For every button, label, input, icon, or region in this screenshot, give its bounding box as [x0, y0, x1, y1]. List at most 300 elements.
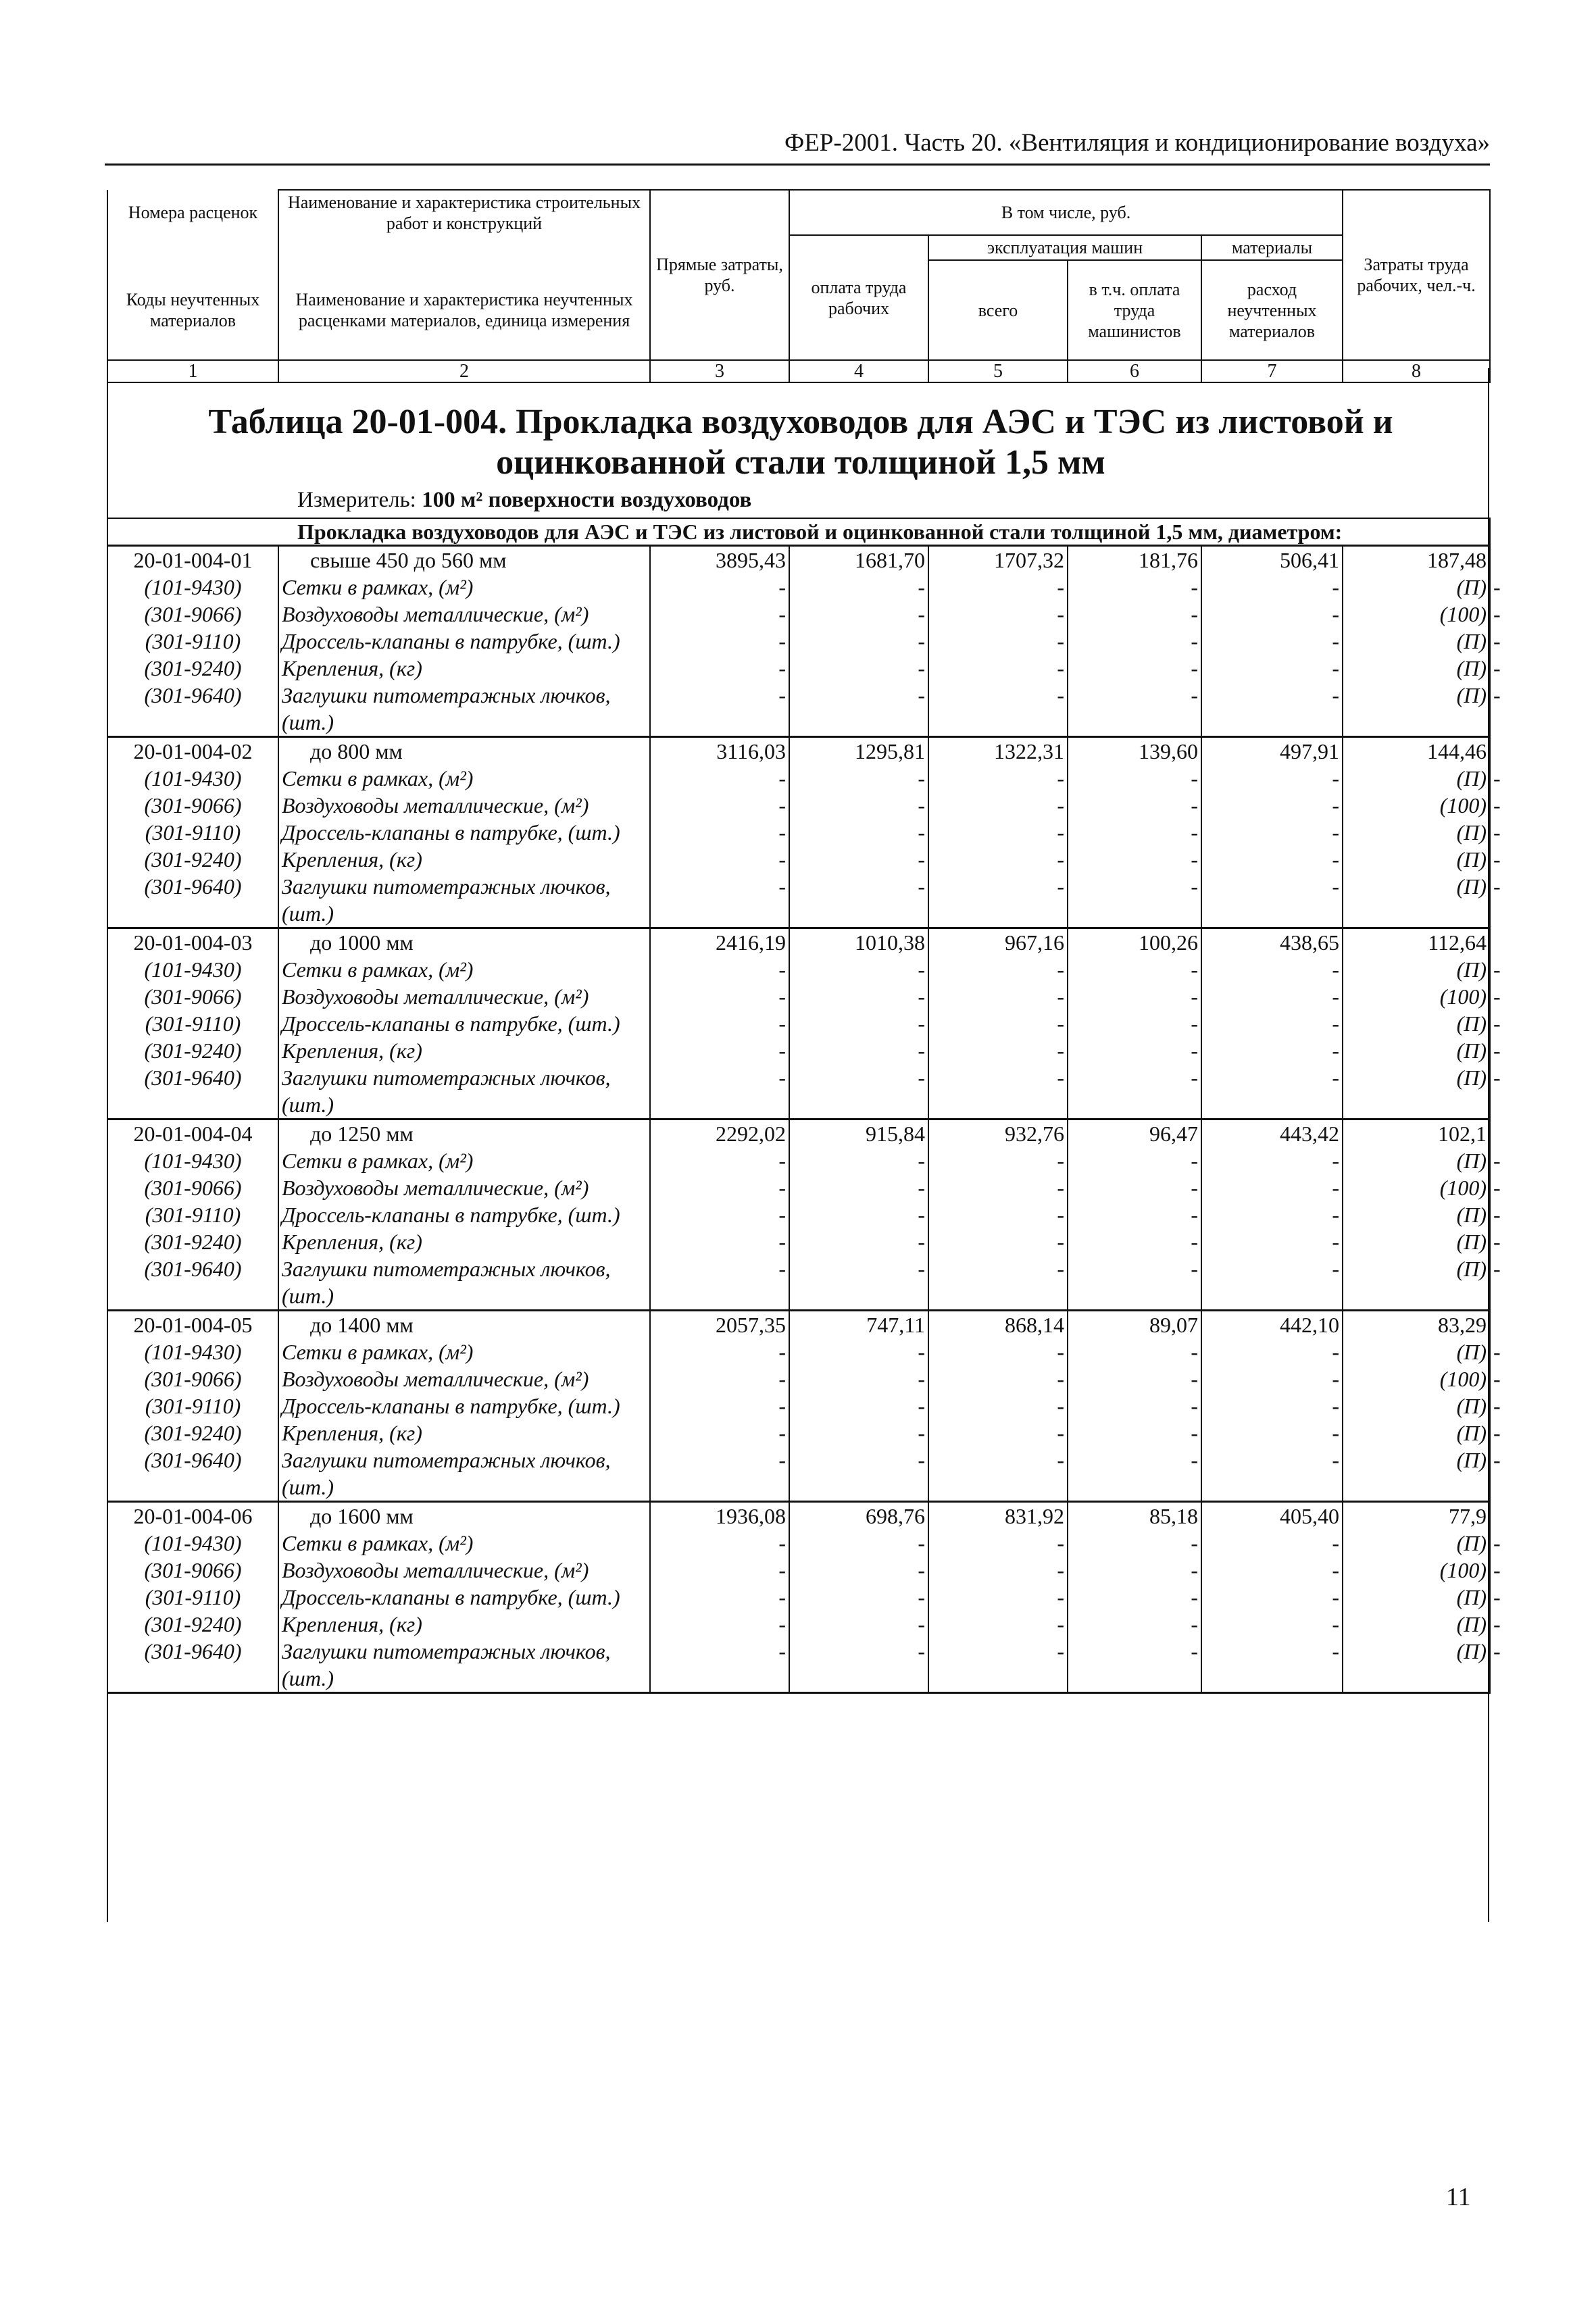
rate-materials: 405,40 — [1201, 1502, 1343, 1530]
material-code: (301-9240) — [107, 655, 278, 682]
material-code: (301-9066) — [107, 792, 278, 819]
empty-dash: - — [650, 1338, 789, 1365]
rate-name: до 1000 мм — [278, 928, 650, 957]
material-code: (301-9110) — [107, 819, 278, 846]
material-row: (301-9640) Заглушки питометражных лючков, (шт.) - - - - - (П) - — [107, 1638, 1490, 1693]
material-code: (301-9110) — [107, 628, 278, 655]
empty-dash: - — [650, 1447, 789, 1502]
empty-dash: - — [789, 682, 928, 737]
empty-dash: - — [789, 1255, 928, 1311]
empty-dash: - — [1068, 1037, 1201, 1064]
material-code: (301-9640) — [107, 1255, 278, 1311]
empty-dash: - — [928, 1174, 1068, 1201]
empty-dash: - — [928, 1147, 1068, 1174]
empty-dash: - — [1201, 1584, 1343, 1611]
empty-dash: - — [650, 1611, 789, 1638]
rate-hours: 83,29 — [1343, 1311, 1490, 1339]
empty-dash: - — [650, 1530, 789, 1557]
empty-dash: - — [1201, 956, 1343, 983]
empty-dash: - — [928, 765, 1068, 792]
material-row: (101-9430) Сетки в рамках, (м²) - - - - - (П) - — [107, 765, 1490, 792]
material-row: (301-9640) Заглушки питометражных лючков, (шт.) - - - - - (П) - — [107, 873, 1490, 928]
rate-hours: 77,9 — [1343, 1502, 1490, 1530]
empty-dash: - — [1201, 1419, 1343, 1447]
empty-dash: - — [1068, 1611, 1201, 1638]
empty-dash: - — [650, 792, 789, 819]
column-number: 6 — [1068, 360, 1201, 382]
header-machine-operation: эксплуатация машин — [928, 235, 1201, 260]
empty-dash: - — [928, 1010, 1068, 1037]
rate-hours: 187,48 — [1343, 546, 1490, 574]
material-quantity: (100) — [1343, 1365, 1490, 1392]
rate-machine-labor: 89,07 — [1068, 1311, 1201, 1339]
material-name: Дроссель-клапаны в патрубке, (шт.) — [278, 1201, 650, 1228]
rate-name: до 1600 мм — [278, 1502, 650, 1530]
rate-direct: 2416,19 — [650, 928, 789, 957]
rate-name: до 800 мм — [278, 737, 650, 765]
material-row: (301-9066) Воздуховоды металлические, (м²) - - - - - (100) - — [107, 983, 1490, 1010]
header-machine-total: всего — [928, 260, 1068, 360]
empty-dash: - — [1068, 1147, 1201, 1174]
empty-dash: - — [928, 601, 1068, 628]
empty-dash: - — [789, 1638, 928, 1693]
rate-machine: 967,16 — [928, 928, 1068, 957]
rate-direct: 2292,02 — [650, 1120, 789, 1148]
column-number: 3 — [650, 360, 789, 382]
material-code: (301-9110) — [107, 1010, 278, 1037]
material-row: (101-9430) Сетки в рамках, (м²) - - - - - (П) - — [107, 1338, 1490, 1365]
material-quantity: (100) — [1343, 1557, 1490, 1584]
material-code: (301-9066) — [107, 1365, 278, 1392]
material-row: (301-9640) Заглушки питометражных лючков, (шт.) - - - - - (П) - — [107, 1064, 1490, 1120]
material-row: (301-9110) Дроссель-клапаны в патрубке, (шт.) - - - - - (П) - — [107, 819, 1490, 846]
material-quantity: (П) — [1343, 846, 1490, 873]
material-name: Крепления, (кг) — [278, 1228, 650, 1255]
empty-dash: - — [789, 1557, 928, 1584]
empty-dash: - — [1201, 765, 1343, 792]
rate-materials: 506,41 — [1201, 546, 1343, 574]
empty-dash: - — [1068, 1174, 1201, 1201]
rate-machine: 932,76 — [928, 1120, 1068, 1148]
material-row: (301-9240) Крепления, (кг) - - - - - (П) - — [107, 655, 1490, 682]
rate-materials: 438,65 — [1201, 928, 1343, 957]
empty-dash: - — [1201, 819, 1343, 846]
empty-dash: - — [1068, 819, 1201, 846]
rate-machine: 831,92 — [928, 1502, 1068, 1530]
empty-dash: - — [928, 1392, 1068, 1419]
material-row: (301-9110) Дроссель-клапаны в патрубке, (шт.) - - - - - (П) - — [107, 1010, 1490, 1037]
material-quantity: (П) — [1343, 1338, 1490, 1365]
empty-dash: - — [1068, 1419, 1201, 1447]
empty-dash: - — [1201, 1447, 1343, 1502]
material-code: (301-9240) — [107, 1611, 278, 1638]
empty-dash: - — [650, 956, 789, 983]
material-row: (301-9640) Заглушки питометражных лючков, (шт.) - - - - - (П) - — [107, 1255, 1490, 1311]
empty-dash: - — [1068, 1064, 1201, 1120]
section-title: Прокладка воздуховодов для АЭС и ТЭС из листовой и оцинкованной стали толщиной 1,5 мм, диаметром: — [107, 518, 1490, 546]
empty-dash: - — [1201, 1037, 1343, 1064]
empty-dash: - — [928, 1365, 1068, 1392]
rate-name: свыше 450 до 560 мм — [278, 546, 650, 574]
material-name: Сетки в рамках, (м²) — [278, 574, 650, 601]
material-name: Дроссель-клапаны в патрубке, (шт.) — [278, 819, 650, 846]
material-name: Воздуховоды металлические, (м²) — [278, 1557, 650, 1584]
material-name: Заглушки питометражных лючков, (шт.) — [278, 1255, 650, 1311]
material-row: (301-9240) Крепления, (кг) - - - - - (П) - — [107, 1228, 1490, 1255]
header-materials: материалы — [1201, 235, 1343, 260]
empty-dash: - — [928, 1255, 1068, 1311]
rate-labor: 1295,81 — [789, 737, 928, 765]
empty-dash: - — [1201, 1392, 1343, 1419]
empty-dash: - — [650, 983, 789, 1010]
measure-unit — [297, 486, 751, 513]
material-name: Сетки в рамках, (м²) — [278, 956, 650, 983]
rate-labor: 1010,38 — [789, 928, 928, 957]
empty-dash: - — [789, 601, 928, 628]
material-quantity: (П) — [1343, 1010, 1490, 1037]
material-quantity: (П) — [1343, 956, 1490, 983]
empty-dash: - — [928, 1638, 1068, 1693]
material-code: (301-9110) — [107, 1392, 278, 1419]
rate-hours: 102,1 — [1343, 1120, 1490, 1148]
material-row: (301-9110) Дроссель-клапаны в патрубке, (шт.) - - - - - (П) - — [107, 1201, 1490, 1228]
empty-dash: - — [928, 956, 1068, 983]
material-name: Сетки в рамках, (м²) — [278, 1530, 650, 1557]
rate-row — [107, 546, 1490, 574]
rates-table — [107, 518, 1501, 1694]
empty-dash: - — [789, 1174, 928, 1201]
empty-dash: - — [1201, 983, 1343, 1010]
material-name: Заглушки питометражных лючков, (шт.) — [278, 682, 650, 737]
material-code: (301-9640) — [107, 1447, 278, 1502]
material-code: (301-9640) — [107, 682, 278, 737]
material-quantity: (П) — [1343, 1638, 1490, 1693]
empty-dash: - — [928, 1201, 1068, 1228]
material-name: Крепления, (кг) — [278, 1611, 650, 1638]
empty-dash: - — [928, 574, 1068, 601]
empty-dash: - — [928, 1064, 1068, 1120]
header-machine-labor: в т.ч. оплата труда машинистов — [1068, 260, 1201, 360]
empty-dash: - — [650, 1255, 789, 1311]
material-row: (101-9430) Сетки в рамках, (м²) - - - - - (П) - — [107, 1530, 1490, 1557]
material-name: Заглушки питометражных лючков, (шт.) — [278, 1447, 650, 1502]
rate-row — [107, 737, 1490, 765]
rate-machine-labor: 100,26 — [1068, 928, 1201, 957]
material-name: Заглушки питометражных лючков, (шт.) — [278, 1638, 650, 1693]
material-code: (101-9430) — [107, 956, 278, 983]
empty-dash: - — [1201, 628, 1343, 655]
empty-dash: - — [928, 846, 1068, 873]
rate-row — [107, 1502, 1490, 1530]
material-row: (301-9240) Крепления, (кг) - - - - - (П) - — [107, 1419, 1490, 1447]
empty-dash: - — [1201, 1638, 1343, 1693]
material-row: (301-9066) Воздуховоды металлические, (м²) - - - - - (100) - — [107, 1557, 1490, 1584]
column-header-table — [107, 189, 1491, 383]
empty-dash: - — [1201, 1228, 1343, 1255]
empty-dash: - — [1068, 1530, 1201, 1557]
empty-dash: - — [1068, 1365, 1201, 1392]
material-quantity: (100) — [1343, 1174, 1490, 1201]
empty-dash: - — [1068, 1338, 1201, 1365]
material-row: (301-9110) Дроссель-клапаны в патрубке, (шт.) - - - - - (П) - — [107, 628, 1490, 655]
material-row: (301-9240) Крепления, (кг) - - - - - (П) - — [107, 846, 1490, 873]
empty-dash: - — [928, 1557, 1068, 1584]
empty-dash: - — [1201, 655, 1343, 682]
rate-direct: 2057,35 — [650, 1311, 789, 1339]
material-name: Сетки в рамках, (м²) — [278, 765, 650, 792]
rate-machine-labor: 85,18 — [1068, 1502, 1201, 1530]
page-header: ФЕР-2001. Часть 20. «Вентиляция и кондиционирование воздуха» — [105, 128, 1490, 166]
material-name: Сетки в рамках, (м²) — [278, 1338, 650, 1365]
material-code: (101-9430) — [107, 765, 278, 792]
empty-dash: - — [1201, 873, 1343, 928]
empty-dash: - — [789, 1228, 928, 1255]
material-quantity: (П) — [1343, 1392, 1490, 1419]
material-code: (301-9110) — [107, 1201, 278, 1228]
empty-dash: - — [928, 1419, 1068, 1447]
header-work-name: Наименование и характеристика строительных работ и конструкций — [278, 190, 650, 235]
material-row: (301-9110) Дроссель-клапаны в патрубке, (шт.) - - - - - (П) - — [107, 1392, 1490, 1419]
empty-dash: - — [650, 682, 789, 737]
empty-dash: - — [789, 983, 928, 1010]
material-name: Заглушки питометражных лючков, (шт.) — [278, 873, 650, 928]
rate-name: до 1250 мм — [278, 1120, 650, 1148]
column-number: 5 — [928, 360, 1068, 382]
empty-dash: - — [789, 1037, 928, 1064]
material-row: (301-9066) Воздуховоды металлические, (м²) - - - - - (100) - — [107, 1174, 1490, 1201]
empty-dash: - — [1068, 574, 1201, 601]
empty-dash: - — [789, 1147, 928, 1174]
empty-dash: - — [650, 1365, 789, 1392]
empty-dash: - — [650, 655, 789, 682]
empty-dash: - — [789, 1419, 928, 1447]
material-code: (301-9240) — [107, 846, 278, 873]
empty-dash: - — [1068, 765, 1201, 792]
material-name: Сетки в рамках, (м²) — [278, 1147, 650, 1174]
empty-dash: - — [1201, 601, 1343, 628]
rate-row — [107, 1311, 1490, 1339]
empty-dash: - — [1201, 1201, 1343, 1228]
empty-dash: - — [650, 1010, 789, 1037]
rate-direct: 3116,03 — [650, 737, 789, 765]
rate-direct: 1936,08 — [650, 1502, 789, 1530]
rate-materials: 497,91 — [1201, 737, 1343, 765]
material-quantity: (П) — [1343, 1037, 1490, 1064]
material-code: (301-9640) — [107, 873, 278, 928]
material-quantity: (П) — [1343, 819, 1490, 846]
empty-dash: - — [789, 1530, 928, 1557]
material-name: Дроссель-клапаны в патрубке, (шт.) — [278, 1010, 650, 1037]
empty-dash: - — [1201, 1530, 1343, 1557]
empty-dash: - — [1201, 846, 1343, 873]
empty-dash: - — [1201, 574, 1343, 601]
empty-dash: - — [650, 846, 789, 873]
empty-dash: - — [650, 1228, 789, 1255]
empty-dash: - — [1201, 1010, 1343, 1037]
rate-code: 20-01-004-04 — [107, 1120, 278, 1148]
header-labor-pay: оплата труда рабочих — [789, 235, 928, 360]
rate-machine-labor: 181,76 — [1068, 546, 1201, 574]
empty-dash: - — [928, 1037, 1068, 1064]
material-name: Воздуховоды металлические, (м²) — [278, 1174, 650, 1201]
empty-dash: - — [928, 983, 1068, 1010]
rate-row — [107, 1120, 1490, 1148]
empty-dash: - — [789, 1010, 928, 1037]
empty-dash: - — [650, 1201, 789, 1228]
empty-dash: - — [789, 792, 928, 819]
empty-dash: - — [650, 601, 789, 628]
material-quantity: (П) — [1343, 1419, 1490, 1447]
material-name: Дроссель-клапаны в патрубке, (шт.) — [278, 1392, 650, 1419]
empty-dash: - — [650, 873, 789, 928]
material-name: Крепления, (кг) — [278, 1037, 650, 1064]
empty-dash: - — [1201, 1338, 1343, 1365]
empty-dash: - — [928, 819, 1068, 846]
empty-dash: - — [789, 1365, 928, 1392]
empty-dash: - — [1068, 628, 1201, 655]
rate-materials: 443,42 — [1201, 1120, 1343, 1148]
empty-dash: - — [650, 1557, 789, 1584]
empty-dash: - — [1068, 873, 1201, 928]
empty-dash: - — [650, 1147, 789, 1174]
material-code: (101-9430) — [107, 1530, 278, 1557]
rate-machine: 1707,32 — [928, 546, 1068, 574]
rate-labor: 747,11 — [789, 1311, 928, 1339]
material-row: (301-9640) Заглушки питометражных лючков, (шт.) - - - - - (П) - — [107, 682, 1490, 737]
material-name: Воздуховоды металлические, (м²) — [278, 792, 650, 819]
empty-dash: - — [789, 655, 928, 682]
material-row: (301-9066) Воздуховоды металлические, (м²) - - - - - (100) - — [107, 792, 1490, 819]
column-number: 7 — [1201, 360, 1343, 382]
empty-dash: - — [789, 819, 928, 846]
rate-direct: 3895,43 — [650, 546, 789, 574]
material-quantity: (100) — [1343, 983, 1490, 1010]
empty-dash: - — [928, 655, 1068, 682]
material-quantity: (П) — [1343, 655, 1490, 682]
header-in-total: В том числе, руб. — [789, 190, 1343, 235]
empty-dash: - — [1201, 1255, 1343, 1311]
header-materials-usage: расход неучтенных материалов — [1201, 260, 1343, 360]
material-row: (301-9066) Воздуховоды металлические, (м²) - - - - - (100) - — [107, 601, 1490, 628]
material-code: (301-9110) — [107, 1584, 278, 1611]
empty-dash: - — [789, 1584, 928, 1611]
material-quantity: (П) — [1343, 765, 1490, 792]
material-name: Воздуховоды металлические, (м²) — [278, 601, 650, 628]
empty-dash: - — [650, 819, 789, 846]
rate-machine: 868,14 — [928, 1311, 1068, 1339]
rate-hours: 112,64 — [1343, 928, 1490, 957]
empty-dash: - — [1068, 1557, 1201, 1584]
empty-dash: - — [1201, 1557, 1343, 1584]
material-name: Дроссель-клапаны в патрубке, (шт.) — [278, 1584, 650, 1611]
material-quantity: (П) — [1343, 682, 1490, 737]
empty-dash: - — [1068, 1201, 1201, 1228]
empty-dash: - — [650, 1174, 789, 1201]
column-number: 4 — [789, 360, 928, 382]
empty-dash: - — [928, 628, 1068, 655]
empty-dash: - — [650, 1584, 789, 1611]
empty-dash: - — [1068, 601, 1201, 628]
empty-dash: - — [1201, 792, 1343, 819]
material-name: Заглушки питометражных лючков, (шт.) — [278, 1064, 650, 1120]
empty-dash: - — [789, 574, 928, 601]
empty-dash: - — [650, 1392, 789, 1419]
empty-dash: - — [789, 628, 928, 655]
empty-dash: - — [789, 1447, 928, 1502]
empty-dash: - — [650, 574, 789, 601]
material-quantity: (П) — [1343, 1584, 1490, 1611]
empty-dash: - — [789, 1201, 928, 1228]
material-name: Дроссель-клапаны в патрубке, (шт.) — [278, 628, 650, 655]
rate-labor: 915,84 — [789, 1120, 928, 1148]
material-name: Крепления, (кг) — [278, 846, 650, 873]
empty-dash: - — [1068, 956, 1201, 983]
empty-dash: - — [650, 1419, 789, 1447]
material-row: (101-9430) Сетки в рамках, (м²) - - - - - (П) - — [107, 1147, 1490, 1174]
material-row: (301-9240) Крепления, (кг) - - - - - (П) - — [107, 1611, 1490, 1638]
material-code: (301-9066) — [107, 601, 278, 628]
material-name: Крепления, (кг) — [278, 1419, 650, 1447]
rate-code: 20-01-004-06 — [107, 1502, 278, 1530]
empty-dash: - — [1201, 1174, 1343, 1201]
page-number: 11 — [1446, 2183, 1471, 2211]
rate-row — [107, 928, 1490, 957]
header-material-codes: Коды неучтенных материалов — [107, 260, 278, 360]
empty-dash: - — [1068, 1584, 1201, 1611]
material-row: (101-9430) Сетки в рамках, (м²) - - - - - (П) - — [107, 956, 1490, 983]
empty-dash: - — [650, 1064, 789, 1120]
material-quantity: (П) — [1343, 1201, 1490, 1228]
material-code: (301-9240) — [107, 1228, 278, 1255]
column-number: 2 — [278, 360, 650, 382]
material-code: (301-9066) — [107, 1557, 278, 1584]
material-quantity: (П) — [1343, 1611, 1490, 1638]
empty-dash: - — [1201, 1611, 1343, 1638]
rate-name: до 1400 мм — [278, 1311, 650, 1339]
material-row: (301-9066) Воздуховоды металлические, (м²) - - - - - (100) - — [107, 1365, 1490, 1392]
rate-materials: 442,10 — [1201, 1311, 1343, 1339]
empty-dash: - — [789, 1392, 928, 1419]
empty-dash: - — [650, 628, 789, 655]
column-number: 1 — [107, 360, 278, 382]
empty-dash: - — [1068, 846, 1201, 873]
header-direct-costs: Прямые затраты, руб. — [650, 190, 789, 360]
empty-dash: - — [1068, 792, 1201, 819]
rate-code: 20-01-004-03 — [107, 928, 278, 957]
empty-dash: - — [1068, 682, 1201, 737]
empty-dash: - — [928, 873, 1068, 928]
empty-dash: - — [928, 1447, 1068, 1502]
empty-dash: - — [1201, 1147, 1343, 1174]
material-quantity: (П) — [1343, 1447, 1490, 1502]
empty-dash: - — [1068, 983, 1201, 1010]
empty-dash: - — [789, 956, 928, 983]
empty-dash: - — [928, 1584, 1068, 1611]
material-code: (301-9640) — [107, 1064, 278, 1120]
empty-dash: - — [1068, 1447, 1201, 1502]
empty-dash: - — [1068, 655, 1201, 682]
material-name: Воздуховоды металлические, (м²) — [278, 1365, 650, 1392]
material-code: (101-9430) — [107, 1338, 278, 1365]
measure-label: Измеритель: — [297, 488, 416, 512]
rate-machine-labor: 139,60 — [1068, 737, 1201, 765]
header-labor-costs: Затраты труда рабочих, чел.-ч. — [1343, 190, 1490, 360]
material-code: (301-9240) — [107, 1419, 278, 1447]
empty-dash: - — [789, 873, 928, 928]
empty-dash: - — [928, 1611, 1068, 1638]
empty-dash: - — [928, 1228, 1068, 1255]
measure-value: 100 м² поверхности воздуховодов — [422, 488, 752, 512]
